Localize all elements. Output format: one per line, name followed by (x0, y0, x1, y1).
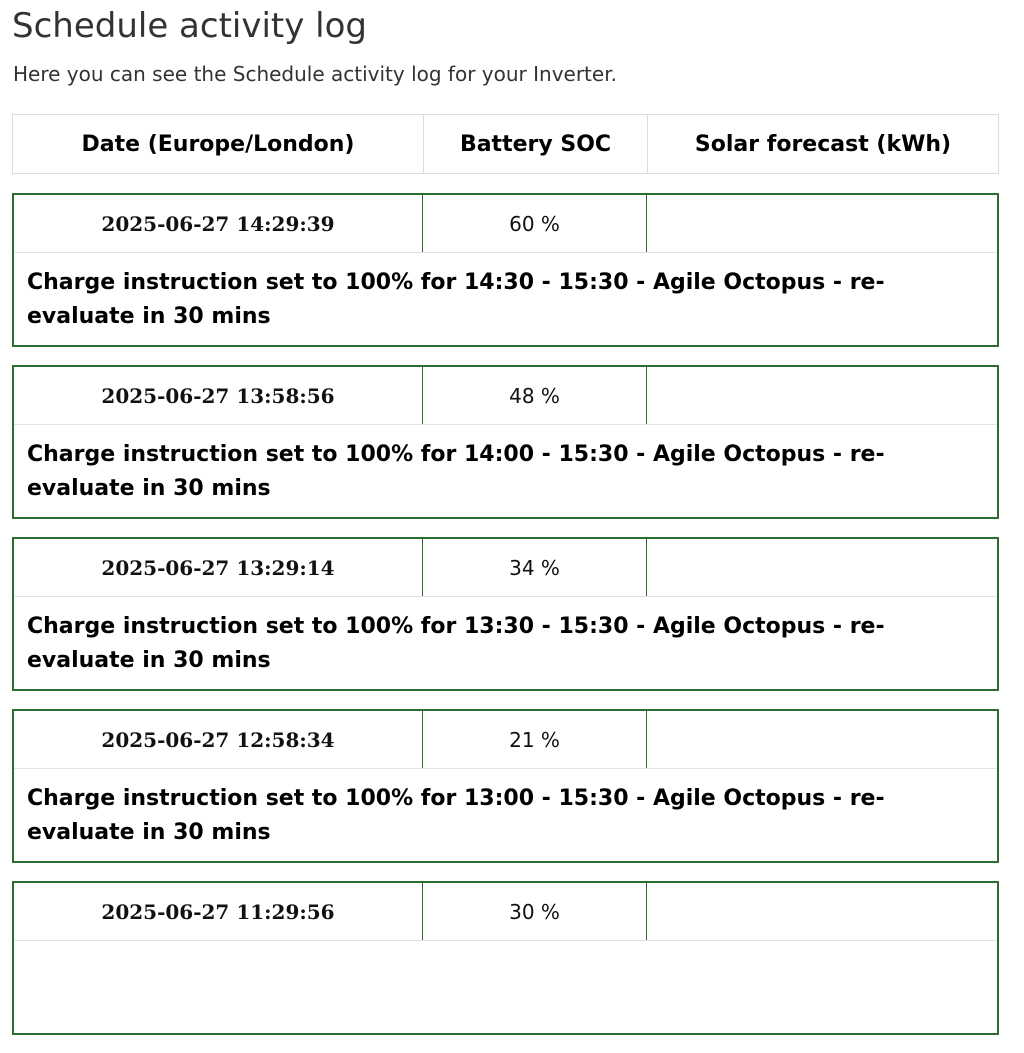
log-entry (12, 709, 999, 863)
log-entry-solar-forecast (646, 883, 997, 940)
log-entry-row (14, 883, 997, 941)
log-entry-date: 2025-06-27 14:29:39 (101, 211, 335, 236)
column-header-solar-forecast: Solar forecast (kWh) (647, 115, 998, 173)
log-entry-row (14, 711, 997, 769)
log-entry-message: Charge instruction set to 100% for 14:30 - 15:30 - Agile Octopus - re-evaluate in 30 mins (27, 270, 885, 329)
log-entry-row (14, 539, 997, 597)
log-entry-battery-soc: 30 % (422, 883, 646, 940)
log-entry (12, 537, 999, 691)
log-entry (12, 193, 999, 347)
page-title: Schedule activity log (12, 6, 368, 46)
log-entry-date: 2025-06-27 12:58:34 (101, 727, 335, 752)
log-entry-solar-forecast (646, 195, 997, 252)
log-entry-row (14, 195, 997, 253)
log-entry-solar-forecast (646, 539, 997, 596)
log-entry-battery-soc: 48 % (422, 367, 646, 424)
log-entry-message (14, 941, 997, 954)
log-entry-message: Charge instruction set to 100% for 14:00 - 15:30 - Agile Octopus - re-evaluate in 30 mins (27, 442, 885, 501)
log-entry-message: Charge instruction set to 100% for 13:00 - 15:30 - Agile Octopus - re-evaluate in 30 mins (27, 786, 885, 845)
log-entry-row (14, 367, 997, 425)
column-header-battery-soc: Battery SOC (423, 115, 647, 173)
log-entry-battery-soc: 34 % (422, 539, 646, 596)
log-entry-date: 2025-06-27 13:58:56 (101, 383, 335, 408)
log-entry-solar-forecast (646, 711, 997, 768)
column-header-date: Date (Europe/London) (81, 131, 355, 157)
log-entry-battery-soc: 60 % (422, 195, 646, 252)
page-subtitle: Here you can see the Schedule activity log for your Inverter. (13, 62, 617, 86)
log-entries-list (12, 193, 999, 1053)
log-table-header (12, 114, 999, 174)
log-entry (12, 881, 999, 1035)
log-entry-date: 2025-06-27 13:29:14 (101, 555, 335, 580)
log-entry-date: 2025-06-27 11:29:56 (101, 899, 335, 924)
log-entry-battery-soc: 21 % (422, 711, 646, 768)
log-entry-solar-forecast (646, 367, 997, 424)
log-entry (12, 365, 999, 519)
log-entry-message: Charge instruction set to 100% for 13:30 - 15:30 - Agile Octopus - re-evaluate in 30 mins (27, 614, 885, 673)
